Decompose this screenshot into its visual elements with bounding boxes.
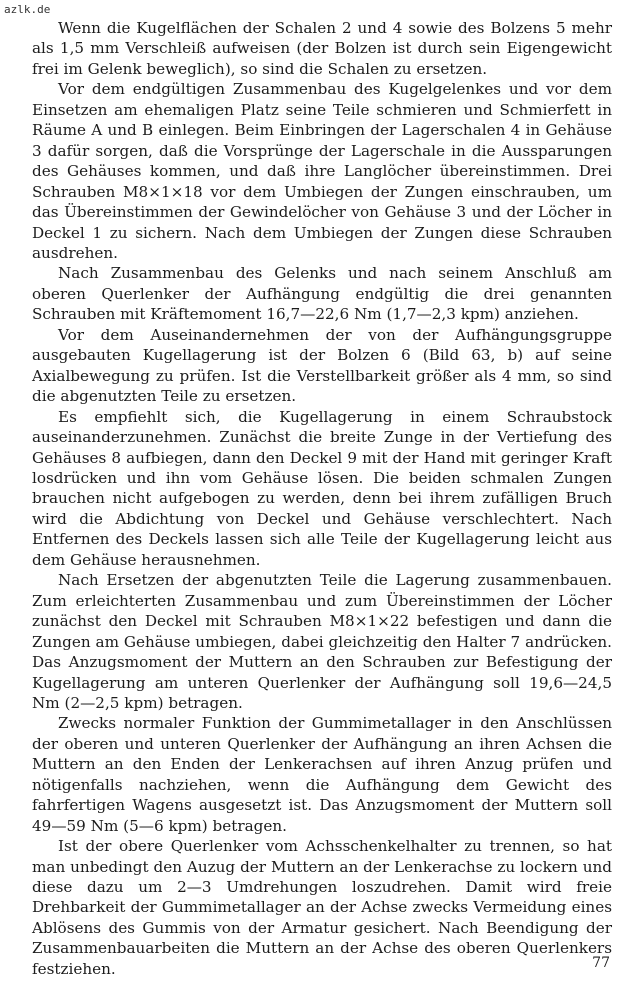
paragraph-4: Vor dem Auseinandernehmen der von der Aufhängungsgruppe ausgebauten Kugellagerung ist der Bolzen 6 (Bild 63, b) auf seine Axialbewegung zu prüfen. Ist die Verstellbarkeit größer als 4 mm, so sind die abgenutzten Teile zu ersetzen. (32, 325, 612, 406)
page-body (32, 18, 612, 979)
paragraph-2: Vor dem endgültigen Zusammenbau des Kugelgelenkes und vor dem Einsetzen am ehemaligen Platz seine Teile schmieren und Schmierfett in Räume A und B einlegen. Beim Einbringen der Lagerschalen 4 in Gehäuse 3 dafür sorgen, daß die Vorsprünge der Lagerschale in die Aussparungen des Gehäuses kommen, und daß ihre Langlöcher übereinstimmen. Drei Schrauben M8×1×18 vor dem Umbiegen der Zungen einschrauben, um das Übereinstimmen der Gewindelöcher von Gehäuse 3 und der Löcher in Deckel 1 zu sichern. Nach dem Umbiegen der Zungen diese Schrauben ausdrehen. (32, 80, 612, 262)
paragraph-6: Nach Ersetzen der abgenutzten Teile die Lagerung zusammenbauen. Zum erleichterten Zusammenbau und zum Übereinstimmen der Löcher zunächst den Deckel mit Schrauben M8×1×22 befestigen und dann die Zungen am Gehäuse umbiegen, dabei gleichzeitig den Halter 7 andrücken. Das Anzugsmoment der Muttern an den Schrauben zur Befestigung der Kugellagerung am unteren Querlenker der Aufhängung soll 19,6—24,5 Nm (2—2,5 kpm) betragen. (32, 571, 612, 712)
paragraph-7: Zwecks normaler Funktion der Gummimetallager in den Anschlüssen der oberen und unteren Querlenker der Aufhängung an ihren Achsen die Muttern an den Enden der Lenkerachsen auf ihren Anzug prüfen und nötigenfalls nachziehen, wenn die Aufhängung dem Gewicht des fahrfertigen Wagens ausgesetzt ist. Das Anzugsmoment der Muttern soll 49—59 Nm (5—6 kpm) betragen. (32, 714, 612, 835)
watermark: azlk.de (4, 3, 51, 16)
paragraph-1: Wenn die Kugelflächen der Schalen 2 und 4 sowie des Bolzens 5 mehr als 1,5 mm Verschleiß aufweisen (der Bolzen ist durch sein Eigengewicht frei im Gelenk beweglich), so sind die Schalen zu ersetzen. (32, 19, 612, 78)
paragraph-8: Ist der obere Querlenker vom Achsschenkelhalter zu trennen, so hat man unbedingt den Auzug der Muttern an der Lenkerachse zu lockern und diese dazu um 2—3 Umdrehungen loszudrehen. Damit wird freie Drehbarkeit der Gummimetallager an der Achse zwecks Vermeidung eines Ablösens des Gummis von der Armatur gesichert. Nach Beendigung der Zusammenbauarbeiten die Muttern an der Achse des oberen Querlenkers festziehen. (32, 837, 612, 978)
paragraph-5: Es empfiehlt sich, die Kugellagerung in einem Schraubstock auseinanderzunehmen. Zunächst die breite Zunge in der Vertiefung des Gehäuses 8 aufbiegen, dann den Deckel 9 mit der Hand mit geringer Kraft losdrücken und ihn vom Gehäuse lösen. Die beiden schmalen Zungen brauchen nicht aufgebogen zu werden, denn bei ihrem zufälligen Bruch wird die Abdichtung von Deckel und Gehäuse verschlechtert. Nach Entfernen des Deckels lassen sich alle Teile der Kugellagerung leicht aus dem Gehäuse herausnehmen. (32, 407, 612, 569)
page-number: 77 (592, 955, 610, 971)
paragraph-3: Nach Zusammenbau des Gelenks und nach seinem Anschluß am oberen Querlenker der Aufhängung endgültig die drei genannten Schrauben mit Kräftemoment 16,7—22,6 Nm (1,7—2,3 kpm) anziehen. (32, 264, 612, 324)
